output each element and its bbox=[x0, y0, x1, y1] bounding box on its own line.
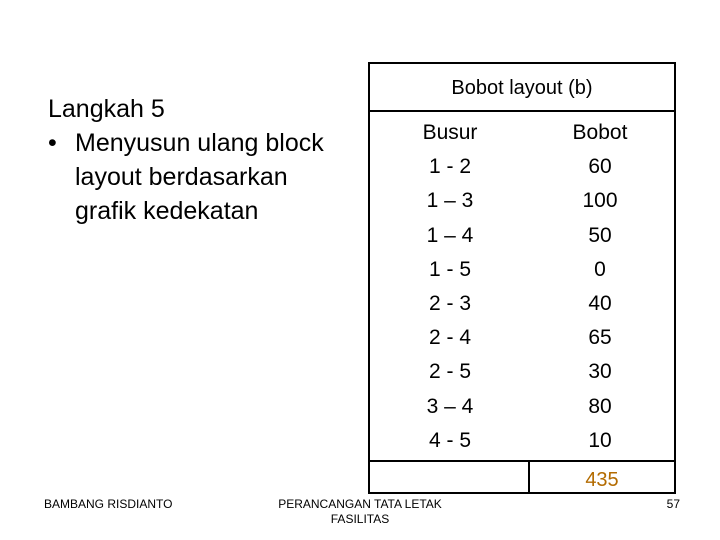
total-value: 435 bbox=[585, 469, 619, 491]
busur-cell: 1 - 2 bbox=[428, 155, 472, 179]
bullet-item bbox=[48, 126, 348, 228]
busur-cell: 3 – 4 bbox=[426, 394, 474, 418]
bobot-cell: 30 bbox=[588, 360, 612, 384]
busur-cell: 1 – 3 bbox=[426, 189, 474, 213]
footer-page-number: 57 bbox=[666, 497, 680, 511]
footer-course-line1: PERANCANGAN TATA LETAK bbox=[278, 497, 442, 511]
bobot-cell: 60 bbox=[588, 155, 612, 179]
busur-cell: 1 - 5 bbox=[428, 257, 472, 281]
busur-cell: 2 - 3 bbox=[428, 292, 472, 316]
step-heading: Langkah 5 bbox=[48, 95, 165, 123]
total-divider bbox=[370, 460, 674, 462]
footer-author: BAMBANG RISDIANTO bbox=[44, 497, 173, 511]
bobot-cell: 65 bbox=[588, 326, 612, 350]
busur-column bbox=[380, 116, 520, 458]
busur-cell: 4 - 5 bbox=[428, 428, 472, 452]
bobot-cell: 0 bbox=[594, 257, 606, 281]
bobot-cell: 10 bbox=[588, 428, 612, 452]
busur-cell: 1 – 4 bbox=[426, 223, 474, 247]
bobot-cell: 100 bbox=[582, 189, 618, 213]
bobot-cell: 80 bbox=[588, 394, 612, 418]
table-title: Bobot layout (b) bbox=[370, 64, 674, 112]
bullet-dot: • bbox=[48, 129, 57, 157]
bobot-cell: 40 bbox=[588, 292, 612, 316]
bobot-cell: 50 bbox=[588, 223, 612, 247]
busur-header: Busur bbox=[422, 121, 478, 144]
step-description bbox=[48, 92, 348, 228]
weight-table bbox=[368, 62, 676, 494]
footer-course bbox=[240, 497, 480, 527]
busur-cell: 2 - 5 bbox=[428, 360, 472, 384]
bobot-header: Bobot bbox=[572, 121, 628, 144]
bobot-column bbox=[530, 116, 670, 458]
footer-course-line2: FASILITAS bbox=[330, 512, 390, 526]
bullet-text: Menyusun ulang block layout berdasarkan grafik kedekatan bbox=[75, 129, 324, 225]
busur-cell: 2 - 4 bbox=[428, 326, 472, 350]
